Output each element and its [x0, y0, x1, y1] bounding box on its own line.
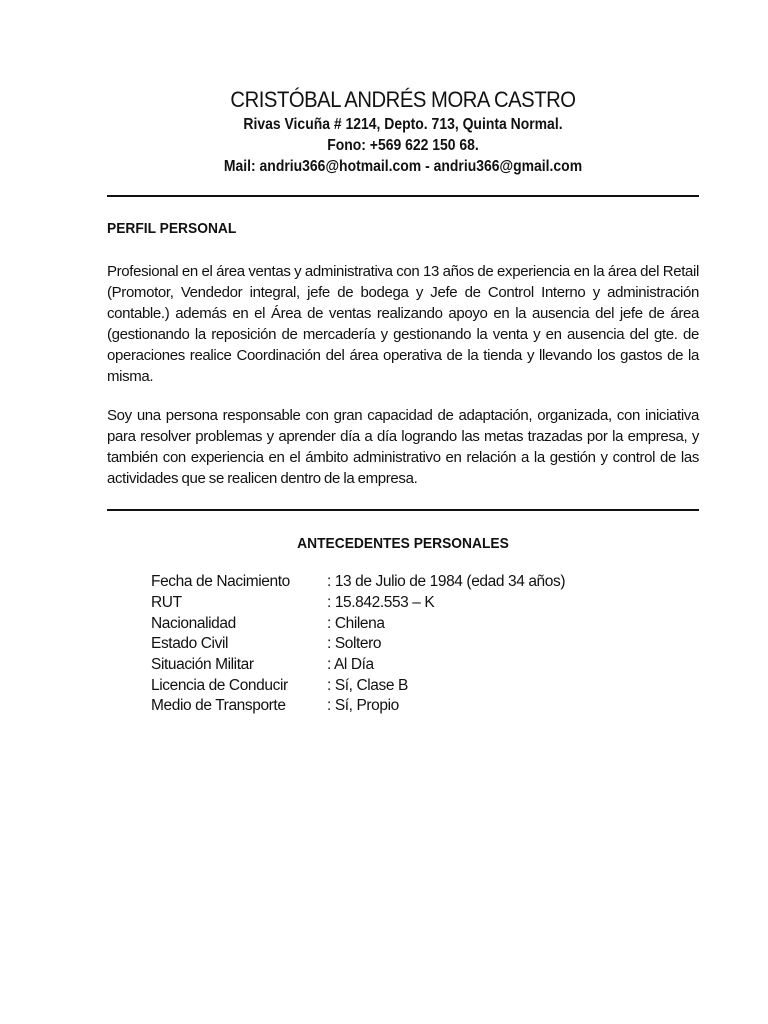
table-row	[151, 655, 565, 676]
antecedentes-table	[151, 572, 565, 717]
table-row	[151, 593, 565, 614]
address-line: Rivas Vicuña # 1214, Depto. 713, Quinta Normal.	[243, 116, 563, 133]
row-value: : Soltero	[327, 635, 382, 653]
table-row	[151, 675, 565, 696]
mail-line: Mail: andriu366@hotmail.com - andriu366@gmail.com	[223, 158, 583, 175]
perfil-section-title: PERFIL PERSONAL	[107, 220, 237, 237]
row-label: Nacionalidad	[151, 614, 236, 632]
row-value: : 15.842.553 – K	[327, 594, 435, 612]
table-row	[151, 613, 565, 634]
row-label: Medio de Transporte	[151, 697, 286, 715]
row-value: : 13 de Julio de 1984 (edad 34 años)	[327, 573, 566, 591]
row-label: Fecha de Nacimiento	[151, 573, 290, 591]
section-divider	[107, 509, 699, 511]
antecedentes-section-title: ANTECEDENTES PERSONALES	[297, 535, 509, 552]
row-value: : Sí, Propio	[327, 697, 399, 715]
row-label: Estado Civil	[151, 635, 229, 653]
row-value: : Sí, Clase B	[327, 676, 408, 694]
row-label: RUT	[151, 594, 182, 612]
row-label: Situación Militar	[151, 656, 254, 674]
table-row	[151, 696, 565, 717]
table-row	[151, 572, 565, 593]
resume-header	[0, 86, 768, 177]
table-row	[151, 634, 565, 655]
row-value: : Al Día	[327, 656, 374, 674]
perfil-paragraph-2: Soy una persona responsable con gran capacidad de adaptación, organizada, con iniciativa para resolver problemas y aprender día a día logrando las metas trazadas por la empresa, y también con experiencia en el ámbito administrativo en relación a la gestión y control de las actividades que se realicen dentro de la empresa.	[107, 407, 699, 487]
phone-line: Fono: +569 622 150 68.	[327, 137, 479, 154]
row-label: Licencia de Conducir	[151, 676, 288, 694]
candidate-name: CRISTÓBAL ANDRÉS MORA CASTRO	[230, 87, 576, 112]
perfil-paragraph-1: Profesional en el área ventas y administrativa con 13 años de experiencia en la área del Retail (Promotor, Vendedor integral, jefe de bodega y Jefe de Control Interno y administración contable.) además en el Área de ventas realizando apoyo en la ausencia del jefe de área (gestionando la reposición de mercadería y gestionando la venta y en ausencia del gte. de operaciones realice Coordinación del área operativa de la tienda y llevando los gastos de la misma.	[107, 263, 699, 385]
header-divider	[107, 195, 699, 197]
row-value: : Chilena	[327, 614, 385, 632]
